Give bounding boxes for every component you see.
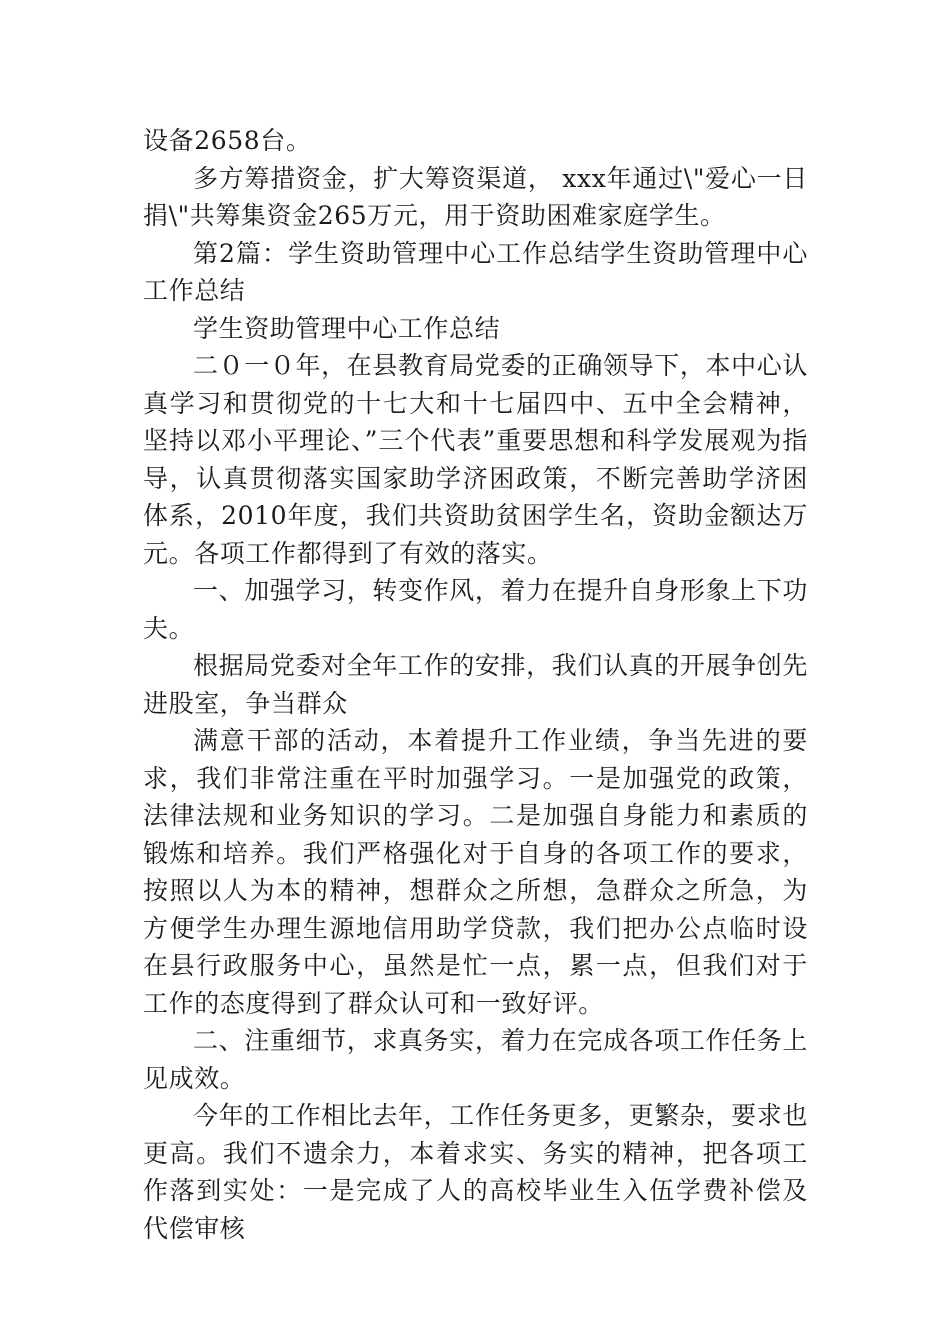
paragraph-part-2: 今年的工作相比去年，工作任务更多，更繁杂，要求也更高。我们不遗余力，本着求实、务实的精神，把各项工作落到实处：一是完成了人的高校毕业生入伍学费补偿及代偿审核 bbox=[143, 1101, 808, 1243]
document-title: 学生资助管理中心工作总结 bbox=[193, 313, 501, 343]
paragraph-1: 设备2658台。 bbox=[143, 126, 312, 155]
paragraph-intro: 二０一０年，在县教育局党委的正确领导下，本中心认真学习和贯彻党的十七大和十七届四中、五中全会精神，坚持以邓小平理论、”三个代表”重要思想和科学发展观为指导，认真贯彻落实国家助学济困政策，不断完善助学济困体系，2010年度，我们共资助贫困学生名，资助金额达万元。各项工作都得到了有效的落实。 bbox=[143, 351, 808, 568]
heading-part-1: 一、加强学习，转变作风，着力在提升自身形象上下功夫。 bbox=[143, 576, 808, 643]
document-body bbox=[143, 122, 808, 1247]
heading-part-2: 二、注重细节，求真务实，着力在完成各项工作任务上见成效。 bbox=[143, 1026, 808, 1093]
section-heading-2: 第2篇：学生资助管理中心工作总结学生资助管理中心工作总结 bbox=[143, 238, 808, 305]
paragraph-2: 多方筹措资金，扩大筹资渠道， xxx年通过\"爱心一日捐\"共筹集资金265万元，用于资助困难家庭学生。 bbox=[143, 163, 808, 230]
paragraph-part-1b: 满意干部的活动，本着提升工作业绩，争当先进的要求，我们非常注重在平时加强学习。一是加强党的政策，法律法规和业务知识的学习。二是加强自身能力和素质的锻炼和培养。我们严格强化对于自身的各项工作的要求，按照以人为本的精神，想群众之所想，急群众之所急，为方便学生办理生源地信用助学贷款，我们把办公点临时设在县行政服务中心，虽然是忙一点，累一点，但我们对于工作的态度得到了群众认可和一致好评。 bbox=[143, 726, 808, 1018]
paragraph-part-1a: 根据局党委对全年工作的安排，我们认真的开展争创先进股室，争当群众 bbox=[143, 651, 808, 718]
